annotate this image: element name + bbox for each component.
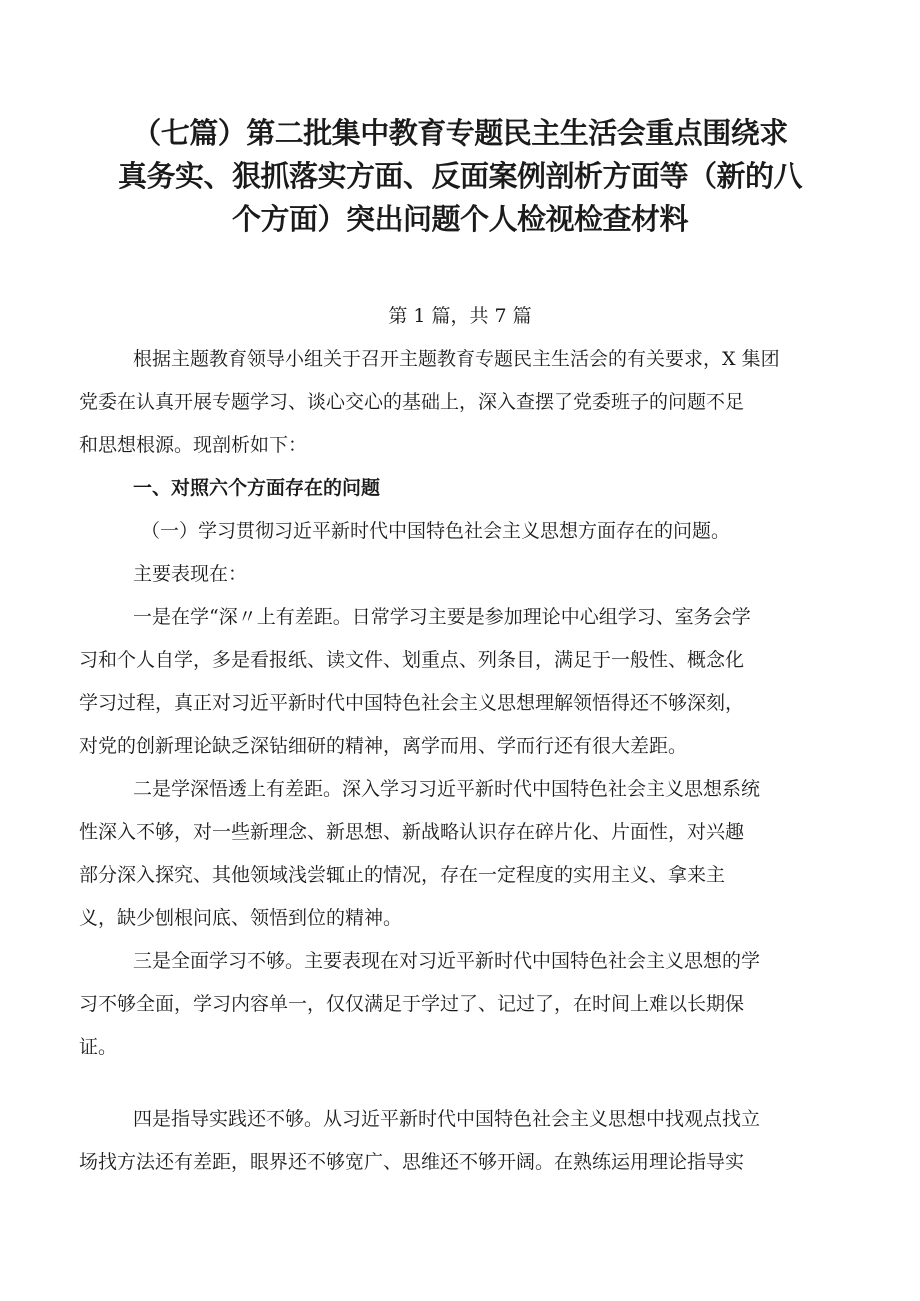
paragraph-line: 部分深入探究、其他领域浅尝辄止的情况，存在一定程度的实用主义、拿来主 bbox=[79, 864, 726, 886]
paragraph-line: 四是指导实践还不够。从习近平新时代中国特色社会主义思想中找观点找立 bbox=[133, 1108, 761, 1130]
paragraph-line: 一是在学“深〃上有差距。日常学习主要是参加理论中心组学习、室务会学 bbox=[133, 606, 751, 628]
paragraph-line: 义，缺少刨根问底、领悟到位的精神。 bbox=[79, 907, 403, 929]
document-title bbox=[80, 112, 840, 241]
paragraph-line: 性深入不够，对一些新理念、新思想、新战略认识存在碎片化、片面性，对兴趣 bbox=[79, 821, 745, 843]
paragraph-line: 三是全面学习不够。主要表现在对习近平新时代中国特色社会主义思想的学 bbox=[133, 950, 761, 972]
paragraph-line: 习和个人自学，多是看报纸、读文件、划重点、列条目，满足于一般性、概念化 bbox=[79, 649, 745, 671]
subsection-heading: （一）学习贯彻习近平新时代中国特色社会主义思想方面存在的问题。 bbox=[141, 520, 731, 542]
intro-line: 党委在认真开展专题学习、谈心交心的基础上，深入查摆了党委班子的问题不足 bbox=[79, 391, 745, 413]
main-label: 主要表现在： bbox=[133, 563, 248, 585]
paragraph-line: 对党的创新理论缺乏深钻细研的精神，离学而用、学而行还有很大差距。 bbox=[79, 735, 688, 757]
paragraph-line: 证。 bbox=[79, 1036, 118, 1058]
title-line: （七篇）第二批集中教育专题民主生活会重点围绕求 bbox=[132, 116, 788, 150]
paragraph-line: 习不够全面，学习内容单一，仅仅满足于学过了、记过了，在时间上难以长期保 bbox=[79, 993, 745, 1015]
title-line: 个方面）突出问题个人检视检查材料 bbox=[231, 202, 688, 236]
paragraph-line: 二是学深悟透上有差距。深入学习习近平新时代中国特色社会主义思想系统 bbox=[133, 778, 761, 800]
intro-line: 根据主题教育领导小组关于召开主题教育专题民主生活会的有关要求，X 集团 bbox=[133, 348, 780, 370]
title-line: 真务实、狠抓落实方面、反面案例剖析方面等（新的八 bbox=[117, 159, 802, 193]
article-counter: 第 1 篇，共 7 篇 bbox=[388, 305, 532, 327]
section-heading: 一、对照六个方面存在的问题 bbox=[133, 477, 381, 499]
paragraph-line: 学习过程，真正对习近平新时代中国特色社会主义思想理解领悟得还不够深刻， bbox=[79, 692, 745, 714]
intro-line: 和思想根源。现剖析如下： bbox=[79, 434, 308, 456]
paragraph-line: 场找方法还有差距，眼界还不够宽广、思维还不够开阔。在熟练运用理论指导实 bbox=[79, 1151, 745, 1173]
